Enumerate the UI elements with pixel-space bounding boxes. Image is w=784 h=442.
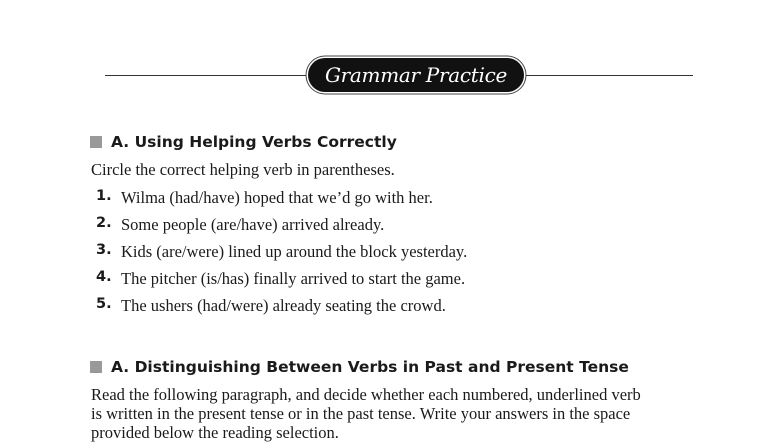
item-number: 2. [96, 215, 112, 231]
section2-heading [90, 358, 629, 376]
section1-instructions: Circle the correct helping verb in parentheses. [91, 160, 395, 179]
list-item [96, 269, 465, 289]
item-text: Wilma (had/have) hoped that we’d go with her. [121, 188, 433, 207]
item-number: 4. [96, 269, 112, 285]
square-bullet-icon [90, 361, 102, 373]
section2-instructions: Read the following paragraph, and decide whether each numbered, underlined verb is written in the present tense or in the past tense. Write your answers in the space provided below the reading selection. [91, 385, 641, 442]
banner-title: Grammar Practice [308, 58, 524, 92]
section1-heading-text: A. Using Helping Verbs Correctly [111, 133, 397, 151]
list-item [96, 242, 467, 262]
item-number: 3. [96, 242, 112, 258]
banner-rule-right [522, 75, 693, 76]
item-text: The pitcher (is/has) finally arrived to start the game. [121, 269, 466, 288]
square-bullet-icon [90, 136, 102, 148]
item-text: Kids (are/were) lined up around the block yesterday. [121, 242, 468, 261]
item-text: Some people (are/have) arrived already. [121, 215, 385, 234]
item-text: The ushers (had/were) already seating the crowd. [121, 296, 446, 315]
list-item [96, 296, 446, 316]
section1-heading [90, 133, 397, 151]
item-number: 1. [96, 188, 112, 204]
item-number: 5. [96, 296, 112, 312]
section2-heading-text: A. Distinguishing Between Verbs in Past and Present Tense [111, 358, 629, 376]
list-item [96, 215, 384, 235]
list-item [96, 188, 433, 208]
banner-rule-left [105, 75, 310, 76]
